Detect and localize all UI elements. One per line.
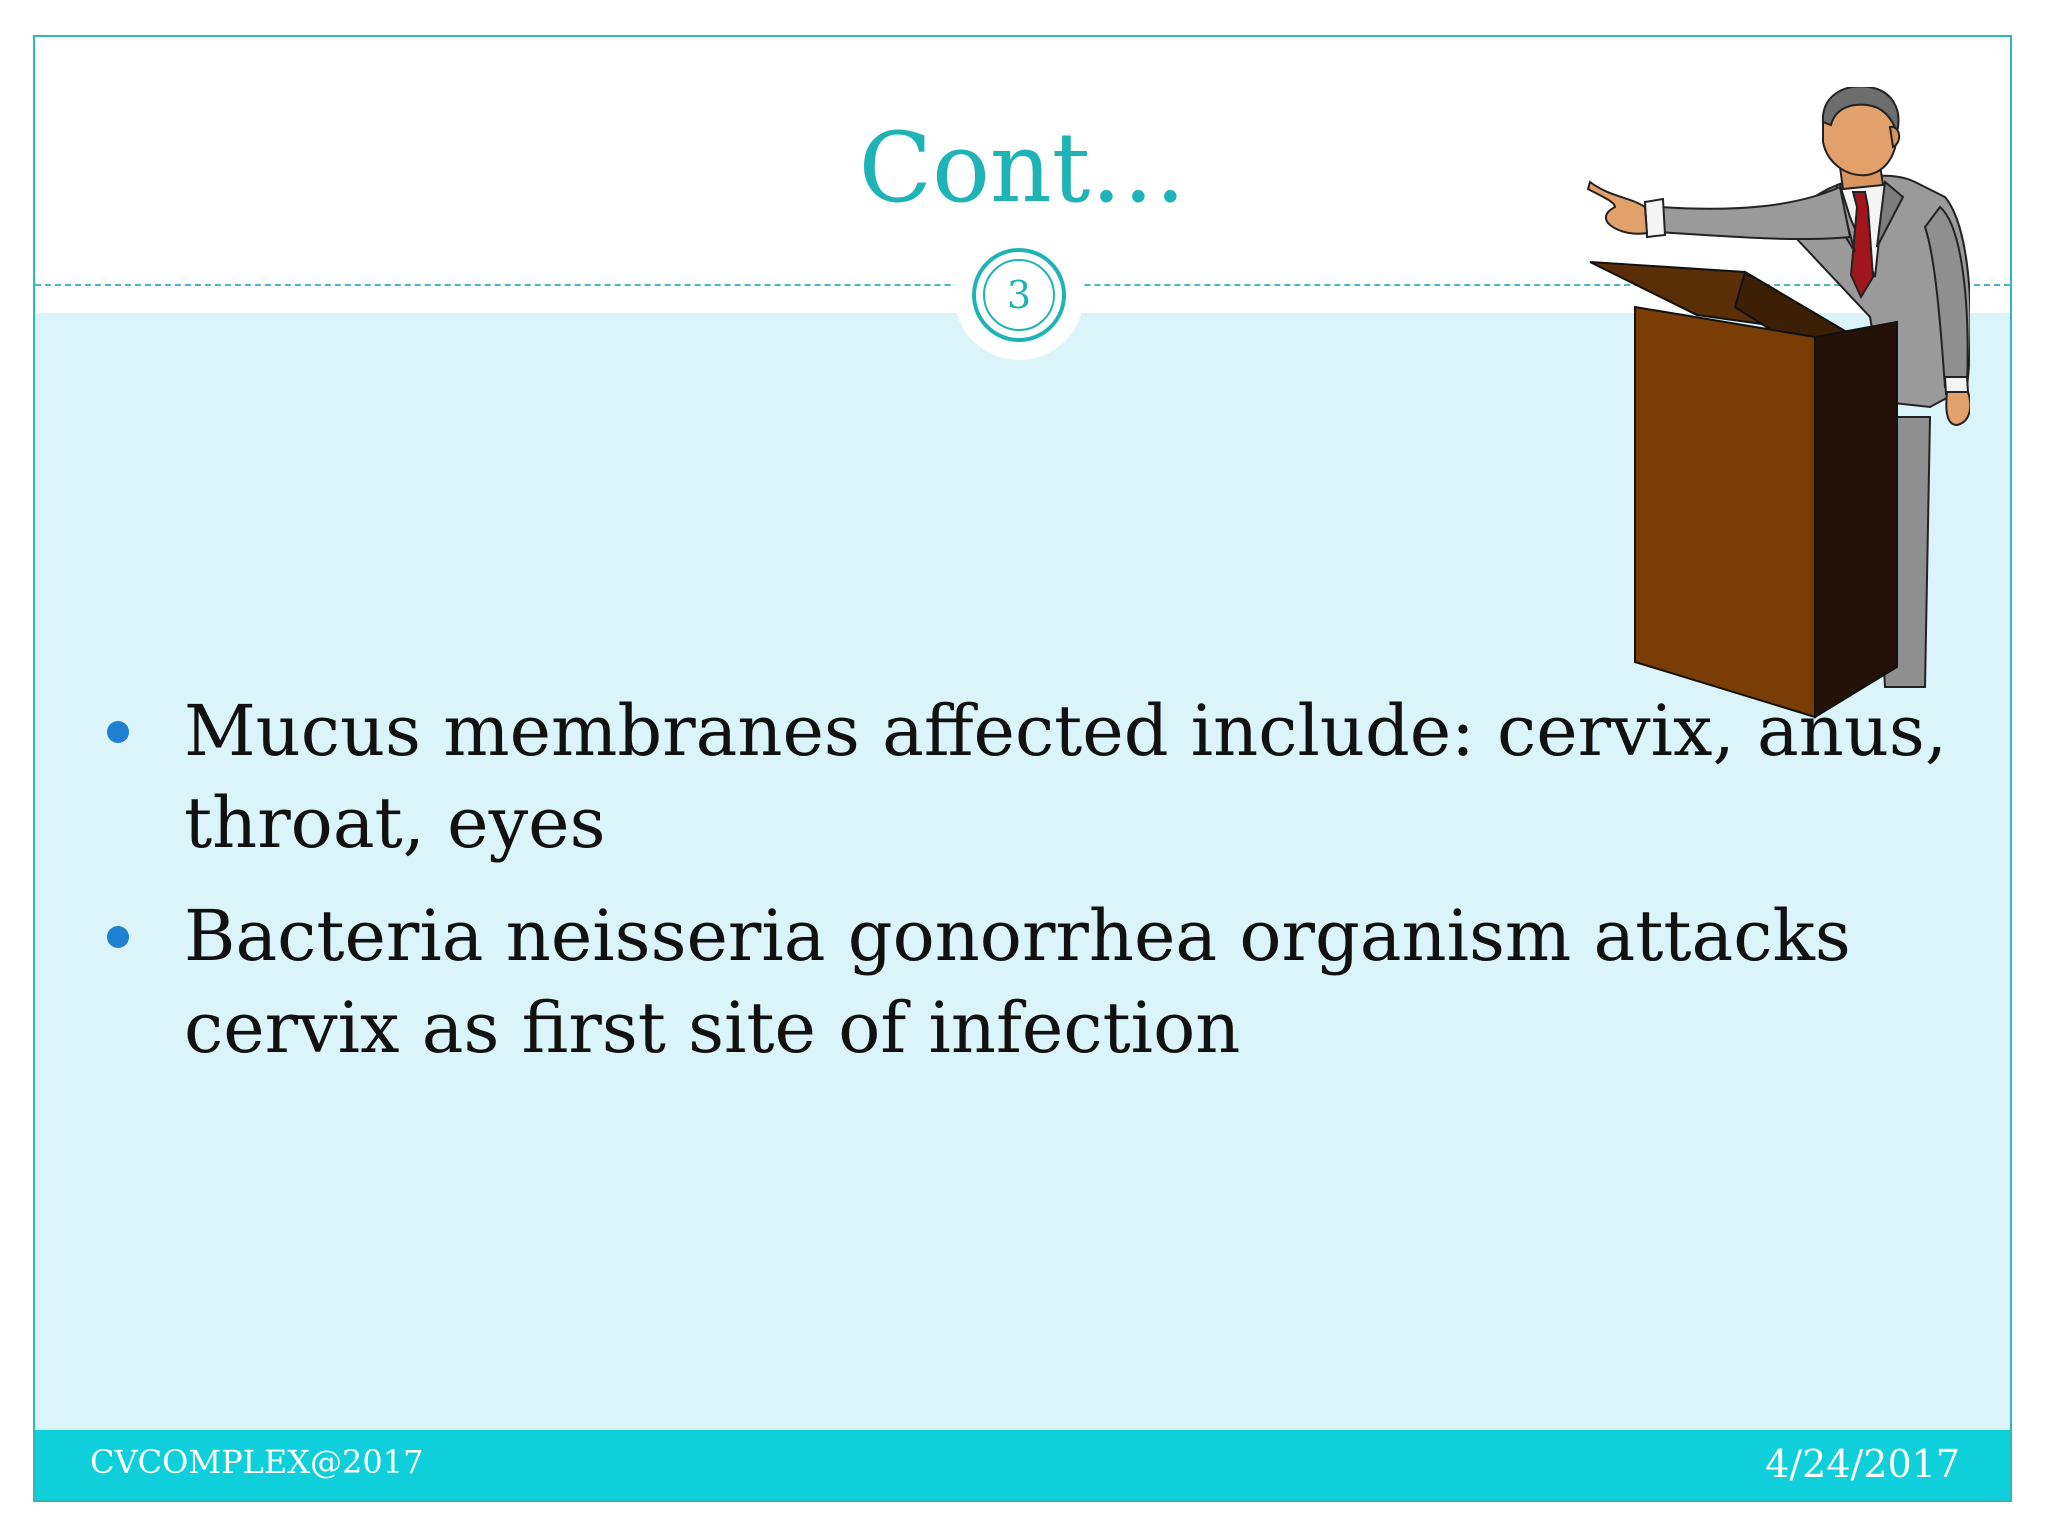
footer-date: 4/24/2017 xyxy=(1765,1442,1960,1486)
bullet-dot-icon xyxy=(107,926,129,948)
slide-frame xyxy=(33,35,2012,1502)
bullet-item xyxy=(107,890,1967,1074)
bullet-dot-icon xyxy=(107,721,129,743)
bullet-list xyxy=(107,685,1967,1095)
slide-number-badge xyxy=(972,248,1066,342)
bullet-text: Mucus membranes affected include: cervix, anus, throat, eyes xyxy=(184,690,1948,864)
footer-left-text: CVCOMPLEX@2017 xyxy=(90,1443,424,1481)
speaker-at-podium-illustration xyxy=(1585,87,1970,727)
slide-title: Cont… xyxy=(858,112,1187,224)
bullet-item xyxy=(107,685,1967,869)
slide-number: 3 xyxy=(983,259,1055,331)
bullet-text: Bacteria neisseria gonorrhea organism attacks cervix as first site of infection xyxy=(184,895,1851,1069)
footer-bar xyxy=(35,1430,2010,1500)
